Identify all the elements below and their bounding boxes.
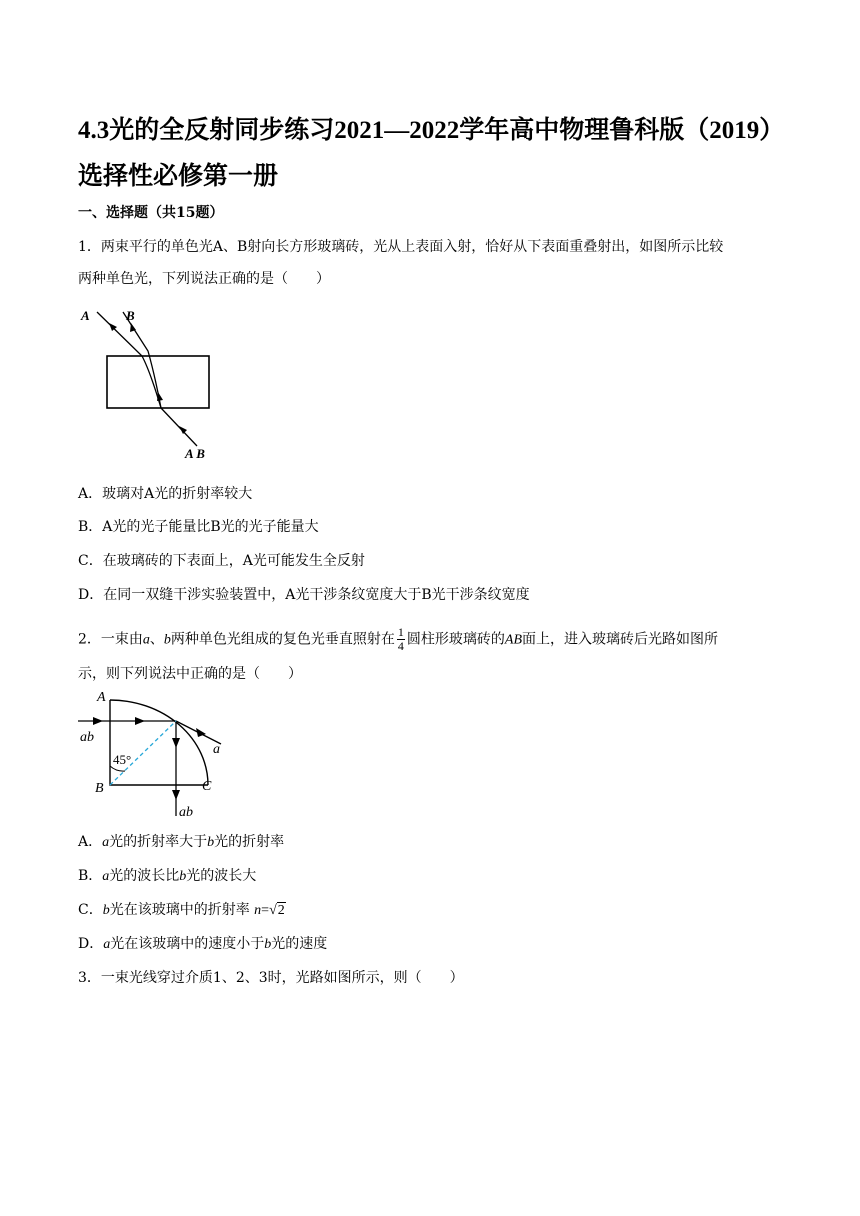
- var-a: a: [142, 632, 150, 648]
- question-2-line-2: 示，则下列说法中正确的是（ ）: [78, 666, 302, 682]
- arrow-ab-in-icon: [93, 717, 103, 725]
- quarter-cylinder-arc: [110, 700, 208, 785]
- question-1-line-2: 两种单色光，下列说法正确的是（ ）: [78, 271, 330, 287]
- arrow-exit-icon: [179, 426, 187, 434]
- label-a-in: A: [81, 308, 90, 323]
- angle-label: 45°: [113, 752, 132, 767]
- fraction-quarter: $\frac{1}{4}$: [397, 625, 404, 653]
- arrow-inside-icon: [157, 392, 163, 401]
- sqrt-icon: √: [269, 903, 277, 918]
- question-3-line-1: 3．一束光线穿过介质1、2、3时，光路如图所示，则（ ）: [78, 970, 464, 986]
- label-C: C: [202, 779, 212, 794]
- arrow-ab-inner-icon: [135, 717, 145, 725]
- label-ab-in: ab: [80, 730, 94, 745]
- question-1-line-1: 1．两束平行的单色光A、B射向长方形玻璃砖，光从上表面入射，恰好从下表面重叠射出，如图所示比较: [78, 239, 724, 255]
- question-1-option-b: B．A光的光子能量比B光的光子能量大: [78, 519, 319, 535]
- question-2-figure: [75, 688, 235, 824]
- question-1-option-d: D．在同一双缝干涉实验装置中，A光干涉条纹宽度大于B光干涉条纹宽度: [78, 587, 530, 603]
- page-title: 4.3光的全反射同步练习2021—2022学年高中物理鲁科版（2019）选择性必修第一册: [78, 117, 772, 190]
- question-2-option-a: A．a光的折射率大于b光的折射率: [78, 834, 285, 850]
- question-2-option-d: D．a光在该玻璃中的速度小于b光的速度: [78, 936, 328, 952]
- label-A: A: [97, 690, 106, 705]
- label-B: B: [95, 781, 104, 796]
- question-1-option-a: A．玻璃对A光的折射率较大: [78, 486, 253, 502]
- question-1-figure: [75, 296, 225, 464]
- question-1-option-c: C．在玻璃砖的下表面上，A光可能发生全反射: [78, 553, 365, 569]
- beam-b-path: [123, 312, 161, 408]
- label-a-out: a: [213, 742, 220, 757]
- arrow-down-1-icon: [172, 738, 180, 748]
- arrow-down-2-icon: [172, 790, 180, 800]
- label-out: A B: [185, 446, 205, 461]
- question-2-option-c: C．b光在该玻璃中的折射率 n=√2: [78, 902, 285, 918]
- section-heading: 一、选择题（共15题）: [78, 205, 224, 221]
- var-b: b: [163, 632, 171, 648]
- face-ab: AB: [504, 632, 523, 648]
- label-b-in: B: [126, 308, 135, 323]
- quarter-cylinder-edges: [110, 700, 208, 785]
- equation-n: n=√2: [254, 903, 285, 918]
- question-2-option-b: B．a光的波长比b光的波长大: [78, 868, 257, 884]
- label-ab-out: ab: [179, 805, 193, 820]
- question-2-line-1: 2．一束由a、b两种单色光组成的复色光垂直照射在 $\frac{1}{4}$ 圆柱形玻璃砖的AB面上，进入玻璃砖后光路如图所: [78, 625, 719, 653]
- exit-beam: [161, 408, 197, 446]
